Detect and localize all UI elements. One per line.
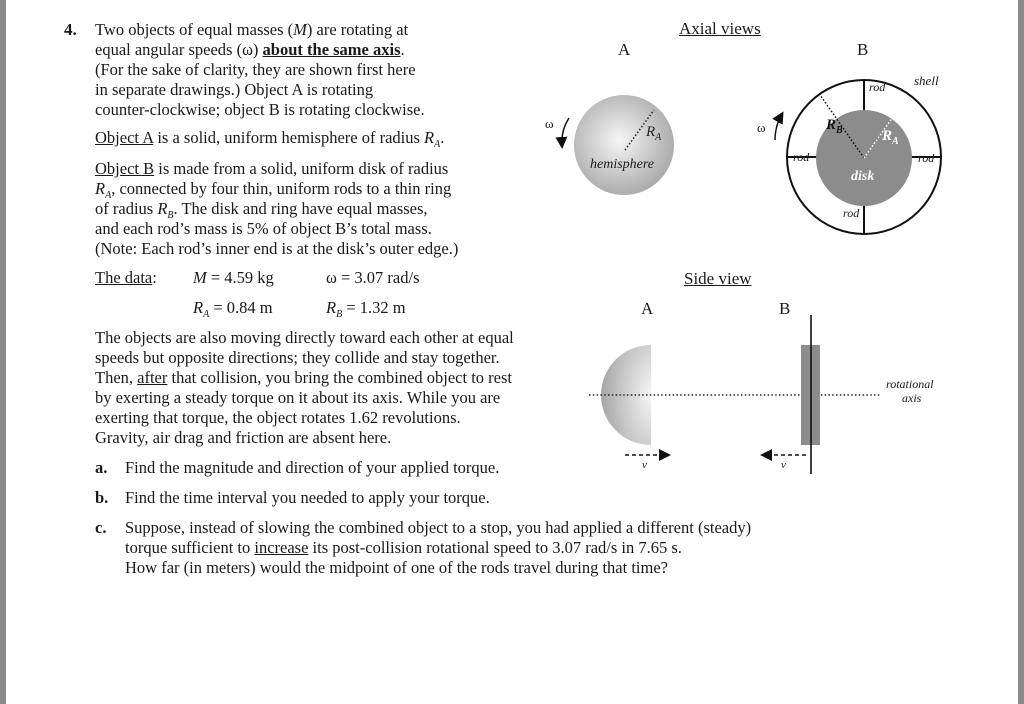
intro-line-3: (For the sake of clarity, they are shown first here (95, 60, 416, 79)
data-radius-a: $R_A = 0.84$ m (193, 298, 273, 320)
data-omega: ω = 3.07 rad/s (326, 268, 420, 287)
hemisphere-label: hemisphere (590, 157, 655, 172)
question-a-text: Find the magnitude and direction of your applied torque. (125, 458, 500, 477)
data-radius-b: $R_B = 1.32$ m (326, 298, 406, 320)
disk-label: disk (851, 169, 875, 184)
radius-b-label: $R_B$ (826, 117, 843, 136)
object-a-description: Object A is a solid, uniform hemisphere of radius $R_A$. (95, 128, 445, 150)
rotational-axis-label-2: axis (902, 391, 922, 405)
problem-number: 4. (64, 20, 77, 39)
axial-label-a: A (618, 40, 631, 59)
emphasis-increase: increase (254, 538, 309, 557)
intro-line-1: Two objects of equal masses (M) are rotating at (95, 20, 409, 39)
side-label-a: A (641, 299, 654, 318)
data-label: The data: (95, 268, 157, 287)
object-a-label: Object A (95, 128, 154, 147)
rod-label-left: rod (793, 150, 810, 164)
intro-line-4: in separate drawings.) Object A is rotating (95, 80, 374, 99)
question-b-letter: b. (95, 488, 109, 507)
shell-label: shell (914, 73, 939, 88)
question-b-text: Find the time interval you needed to apply your torque. (125, 488, 490, 507)
intro-line-5: counter-clockwise; object B is rotating clockwise. (95, 100, 425, 119)
object-b-label: Object B (95, 159, 155, 178)
radius-a-label-hemisphere: $R_A$ (646, 124, 662, 143)
object-b-description: Object B is made from a solid, uniform disk of radius $R_A$, connected by four thin, uniform rods to a thin ring of radius $R_B$. The disk and ring have equal masses, and each rod’s mass is 5% of object B’s total mass. (Note: Each rod’s inner end is at the disk’s outer edge.) (95, 159, 459, 258)
axial-views-title: Axial views (679, 19, 761, 38)
emphasis-after: after (137, 368, 168, 387)
rotational-axis-label-1: rotational (886, 377, 934, 391)
rod-label-top: rod (869, 80, 886, 94)
rod-label-bottom: rod (843, 206, 860, 220)
emphasis-same-axis: about the same axis (262, 40, 401, 59)
omega-label-a: ω (545, 116, 554, 131)
axial-hemisphere-figure (562, 95, 674, 195)
side-view-figure (589, 315, 880, 474)
side-label-b: B (779, 299, 791, 318)
rod-label-right: rod (918, 151, 935, 165)
collision-paragraph: The objects are also moving directly toward each other at equal speeds but opposite directions; they collide and stay together. Then, after that collision, you bring the combined object to rest by exerting a steady torque on it about its axis. While you are exerting that torque, the object rotates 1.62 revolutions. Gravity, air drag and friction are absent here. (95, 328, 514, 447)
velocity-label-b: v (781, 459, 786, 471)
omega-label-b: ω (757, 120, 766, 135)
side-view-title: Side view (684, 269, 752, 288)
axial-label-b: B (857, 40, 869, 59)
data-mass: M = 4.59 kg (193, 268, 274, 287)
intro-line-2: equal angular speeds (ω) about the same axis. (95, 40, 405, 59)
velocity-label-a: v (642, 459, 647, 471)
question-c-letter: c. (95, 518, 107, 537)
question-a-letter: a. (95, 458, 108, 477)
radius-a-label-disk: $R_A$ (882, 128, 899, 147)
question-c-text: Suppose, instead of slowing the combined object to a stop, you had applied a different (steady) torque sufficient to increase its post-collision rotational speed to 3.07 rad/s in 7.65 s. How far (in meters) would the midpoint of one of the rods travel during that time? (125, 518, 752, 577)
